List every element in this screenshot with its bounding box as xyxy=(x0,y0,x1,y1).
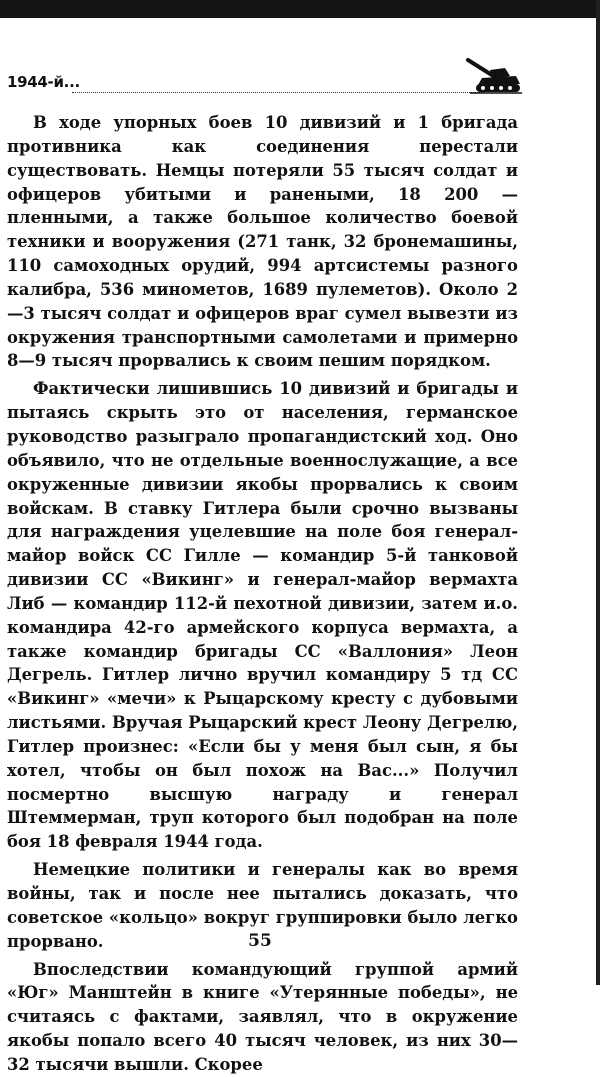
page-number: 55 xyxy=(248,931,272,951)
tank-icon xyxy=(462,52,524,98)
paragraph: Фактически лишившись 10 дивизий и бригады и пытаясь скрыть это от населения, германское руководство разыграло пропагандистский ход. Оно объявило, что не отдельные военнослужащие, а все окруженные дивизии якобы прорвались к своим войскам. В ставку Гитлера были срочно вызваны для награждения уцелевшие на поле боя генерал-майор войск СС Гилле — командир 5-й танковой дивизии СС «Викинг» и генерал-майор вермахта Либ — командир 112-й пехотной дивизии, затем и.о. командира 42-го армейского корпуса вермахта, а также командир бригады СС «Валлония» Леон Дегрель. Гитлер лично вручил командиру 5 тд СС «Викинг» «мечи» к Рыцарскому кресту с дубовыми листьями. Вручая Рыцарский крест Леону Дегрелю, Гитлер произнес: «Если бы у меня был сын, я бы хотел, чтобы он был похож на Вас...» Получил посмертно высшую награду и генерал Штеммерман, труп которого был подобран на поле боя 18 февраля 1944 года. xyxy=(7,379,518,852)
paragraph: Немецкие политики и генералы как во время войны, так и после нее пытались доказать, что советское «кольцо» вокруг группировки было легко прорвано. xyxy=(7,860,518,951)
header-rule xyxy=(72,92,484,93)
top-edge-bar xyxy=(0,0,600,18)
paragraph: В ходе упорных боев 10 дивизий и 1 бригада противника как соединения перестали существовать. Немцы потеряли 55 тысяч солдат и офицеров убитыми и ранеными, 18 200 — пленными, а также большое количество боевой техники и вооружения (271 танк, 32 бронемашины, 110 самоходных орудий, 994 артсистемы разного калибра, 536 минометов, 1689 пулеметов). Около 2—3 тысяч солдат и офицеров враг сумел вывезти из окружения транспортными самолетами и примерно 8—9 тысяч прорвались к своим пешим порядком. xyxy=(7,113,518,371)
paragraph: Впоследствии командующий группой армий «Юг» Манштейн в книге «Утерянные победы», не считаясь с фактами, заявлял, что в окружение якобы попало всего 40 тысяч человек, из них 30—32 тысячи вышли. Скорее xyxy=(7,959,518,1074)
right-edge-bar xyxy=(596,0,600,985)
running-head: 1944-й... xyxy=(7,73,80,91)
